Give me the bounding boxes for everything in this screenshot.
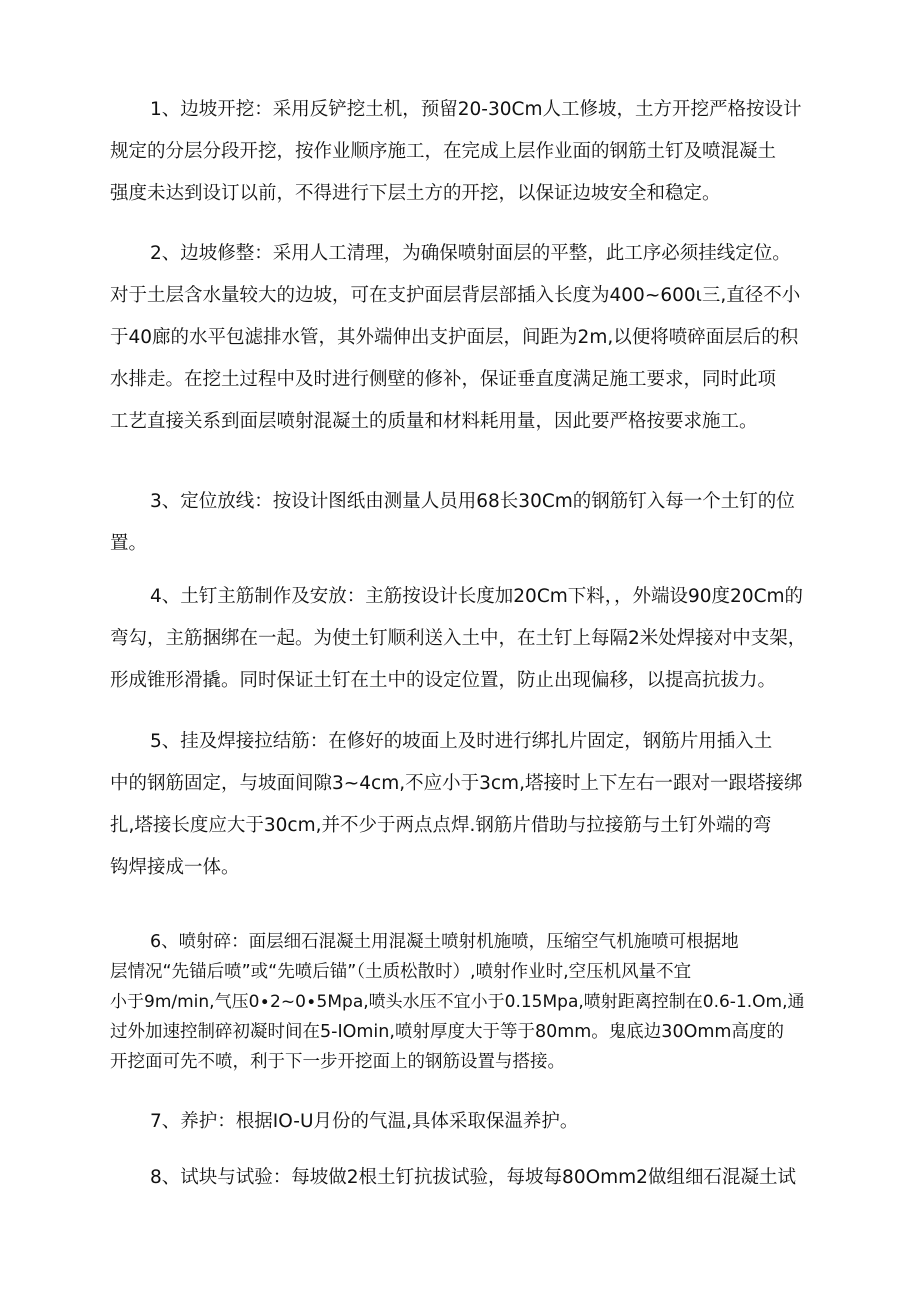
paragraph-7-curing xyxy=(110,1101,810,1143)
paragraph-line: 钩焊接成一体。 xyxy=(110,857,240,878)
paragraph-2-slope-trimming xyxy=(110,233,810,443)
paragraph-line: 规定的分层分段开挖，按作业顺序施工，在完成上层作业面的钢筋土钉及喷混凝土 xyxy=(110,141,777,162)
paragraph-line: 置。 xyxy=(110,533,148,554)
paragraph-line: 弯勾，主筋捆绑在一起。为使土钉顺利送入土中，在土钉上每隔2米处焊接对中支架， xyxy=(110,628,807,649)
paragraph-4-soil-nail-rebar xyxy=(110,576,810,702)
paragraph-line: 4、土钉主筋制作及安放：主筋按设计长度加20Cm下料，，外端设90度20Cm的 xyxy=(150,586,804,607)
paragraph-line: 于40廊的水平包滤排水管，其外端伸出支护面层，间距为2m,以便将喷碎面层后的积 xyxy=(110,327,799,348)
paragraph-6-shotcrete xyxy=(110,927,810,1077)
paragraph-line: 开挖面可先不喷，利于下一步开挖面上的钢筋设置与搭接。 xyxy=(110,1052,565,1072)
paragraph-5-tie-bars xyxy=(110,721,810,889)
paragraph-1-slope-excavation xyxy=(110,89,810,215)
paragraph-line: 8、试块与试验：每坡做2根土钉抗拔试验，每坡每80Omm2做组细石混凝土试 xyxy=(150,1167,796,1188)
paragraph-8-testing xyxy=(110,1157,810,1199)
paragraph-line: 过外加速控制碎初凝时间在5-IOmin,喷射厚度大于等于80mm。鬼底边30Omm高度的 xyxy=(110,1022,784,1042)
paragraph-line: 工艺直接关系到面层喷射混凝土的质量和材料耗用量，因此要严格按要求施工。 xyxy=(110,411,758,432)
paragraph-line: 3、定位放线：按设计图纸由测量人员用68长30Cm的钢筋钉入每一个土钉的位 xyxy=(150,491,795,512)
paragraph-line: 6、喷射碎：面层细石混凝土用混凝土喷射机施喷，压缩空气机施喷可根据地 xyxy=(150,932,739,952)
paragraph-line: 对于土层含水量较大的边坡，可在支护面层背层部插入长度为400~600ι三,直径不小 xyxy=(110,285,801,306)
paragraph-line: 5、挂及焊接拉结筋：在修好的坡面上及时进行绑扎片固定，钢筋片用插入土 xyxy=(150,731,773,752)
paragraph-line: 1、边坡开挖：采用反铲挖土机，预留20-30Cm人工修坡，土方开挖严格按设计 xyxy=(150,99,802,120)
paragraph-line: 扎,塔接长度应大于30cm,并不少于两点点焊.钢筋片借助与拉接筋与土钉外端的弯 xyxy=(110,815,772,836)
paragraph-line: 2、边坡修整：采用人工清理，为确保喷射面层的平整，此工序必须挂线定位。 xyxy=(150,243,791,264)
paragraph-3-positioning xyxy=(110,481,810,565)
paragraph-line: 层情况“先锚后喷”或“先喷后锚”（土质松散时）,喷射作业时,空压机风量不宜 xyxy=(110,962,692,982)
paragraph-line: 小于9m∕min,气压0∙2~0∙5Mpa,喷头水压不宜小于0.15Mpa,喷射距离控制在0.6-1.Om,通 xyxy=(110,992,805,1012)
paragraph-line: 形成锥形滑撬。同时保证土钉在土中的设定位置，防止出现偏移，以提高抗拔力。 xyxy=(110,670,777,691)
paragraph-line: 水排走。在挖土过程中及时进行侧壁的修补，保证垂直度满足施工要求，同时此项 xyxy=(110,369,777,390)
paragraph-line: 中的钢筋固定，与坡面间隙3~4cm,不应小于3cm,塔接时上下左右一跟对一跟塔接绑 xyxy=(110,773,803,794)
paragraph-line: 7、养护：根据IO-U月份的气温,具体采取保温养护。 xyxy=(150,1111,579,1132)
paragraph-line: 强度未达到设订以前，不得进行下层土方的开挖，以保证边坡安全和稳定。 xyxy=(110,183,721,204)
